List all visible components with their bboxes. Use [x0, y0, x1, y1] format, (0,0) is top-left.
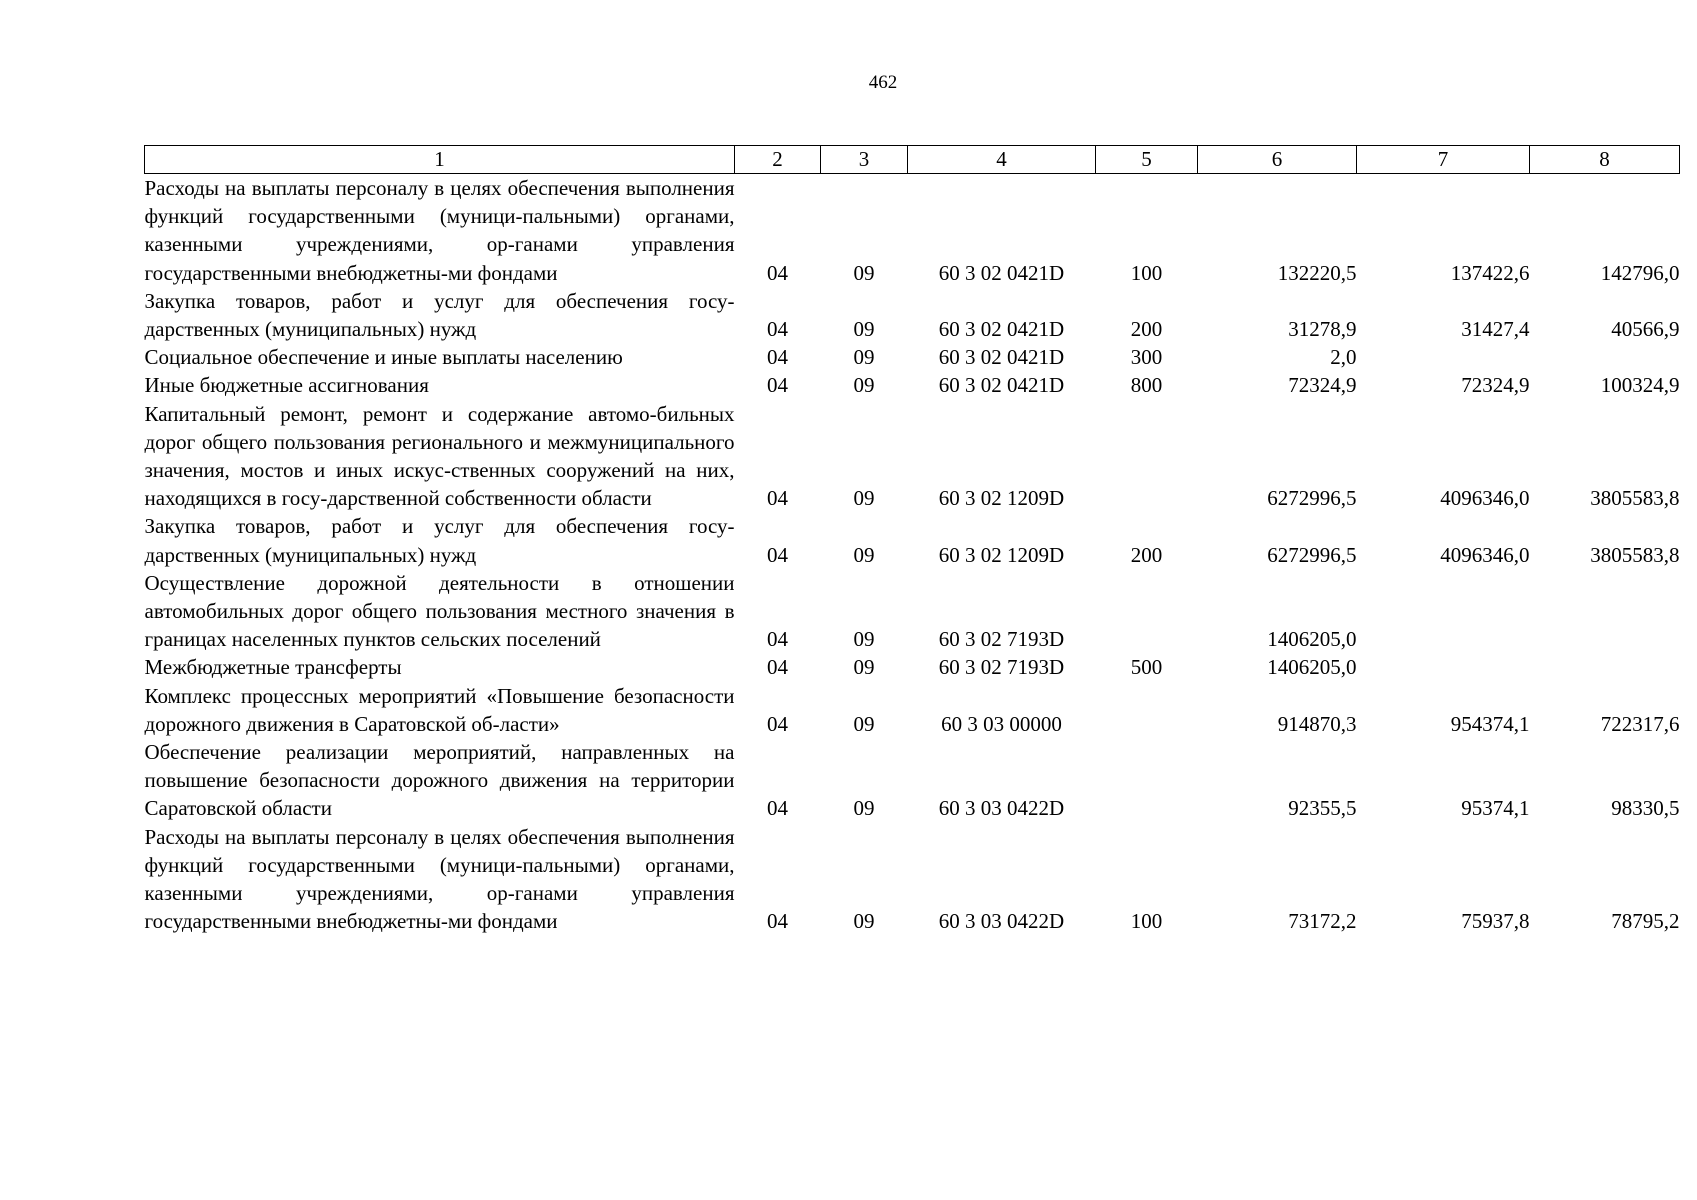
row-expense-type: 100 — [1130, 909, 1163, 934]
row-amount-col6: 914870,3 — [1277, 711, 1357, 736]
row-subsection: 09 — [853, 627, 875, 652]
row-subsection: 09 — [853, 909, 875, 934]
row-target-code: 60 3 02 0421D — [938, 373, 1065, 398]
row-amount-col6: 1406205,0 — [1267, 627, 1357, 652]
row-name: Расходы на выплаты персоналу в целях обеспечения выполнения функций государственными (муници-пальными) органами, казенными учреждениями, ор-ганами управления государственными внебюджетны-ми фондами — [144, 176, 735, 285]
row-amount-col7: 72324,9 — [1461, 373, 1530, 398]
row-section: 04 — [767, 796, 788, 821]
row-amount-col8: 3805583,8 — [1590, 486, 1680, 511]
row-subsection: 09 — [853, 542, 875, 567]
row-amount-col8 — [1530, 569, 1680, 654]
row-section: 04 — [767, 260, 788, 285]
row-name: Межбюджетные трансферты — [144, 655, 402, 680]
row-amount-col7 — [1357, 653, 1530, 681]
row-section: 04 — [767, 345, 788, 370]
table-row — [145, 653, 1680, 681]
row-expense-type: 100 — [1130, 260, 1163, 285]
row-expense-type — [1096, 569, 1198, 654]
row-name: Иные бюджетные ассигнования — [144, 373, 429, 398]
row-target-code: 60 3 03 0422D — [938, 796, 1065, 821]
row-target-code: 60 3 02 0421D — [938, 345, 1065, 370]
header-col-4: 4 — [908, 146, 1096, 174]
row-target-code: 60 3 03 00000 — [941, 711, 1062, 736]
row-amount-col7 — [1357, 343, 1530, 371]
row-section: 04 — [767, 711, 788, 736]
header-col-7: 7 — [1357, 146, 1530, 174]
row-amount-col6: 2,0 — [1330, 345, 1357, 370]
row-amount-col7: 137422,6 — [1450, 260, 1530, 285]
row-amount-col8: 3805583,8 — [1590, 542, 1680, 567]
row-target-code: 60 3 03 0422D — [938, 909, 1065, 934]
budget-table — [144, 145, 1680, 935]
row-target-code: 60 3 02 1209D — [938, 542, 1065, 567]
row-section: 04 — [767, 655, 788, 680]
row-amount-col8: 142796,0 — [1600, 260, 1680, 285]
row-amount-col6: 132220,5 — [1277, 260, 1357, 285]
row-expense-type — [1096, 738, 1198, 823]
table-row — [145, 569, 1680, 654]
row-subsection: 09 — [853, 711, 875, 736]
row-target-code: 60 3 02 0421D — [938, 317, 1065, 342]
header-col-2: 2 — [735, 146, 821, 174]
header-row — [145, 146, 1680, 174]
table-row — [145, 287, 1680, 343]
header-col-3: 3 — [821, 146, 908, 174]
row-amount-col8 — [1530, 343, 1680, 371]
row-expense-type: 500 — [1130, 655, 1163, 680]
row-amount-col6: 31278,9 — [1288, 317, 1357, 342]
row-expense-type — [1096, 682, 1198, 738]
row-expense-type: 200 — [1130, 317, 1163, 342]
row-amount-col8: 98330,5 — [1611, 796, 1680, 821]
row-name: Закупка товаров, работ и услуг для обеспечения госу-дарственных (муниципальных) нужд — [144, 514, 735, 567]
row-section: 04 — [767, 542, 788, 567]
table-row — [145, 682, 1680, 738]
row-name: Обеспечение реализации мероприятий, направленных на повышение безопасности дорожного движения на территории Саратовской области — [144, 740, 735, 821]
row-subsection: 09 — [853, 260, 875, 285]
row-subsection: 09 — [853, 317, 875, 342]
row-amount-col7: 75937,8 — [1461, 909, 1530, 934]
header-col-8: 8 — [1530, 146, 1680, 174]
row-target-code: 60 3 02 0421D — [938, 260, 1065, 285]
row-amount-col8: 78795,2 — [1611, 909, 1680, 934]
header-col-5: 5 — [1096, 146, 1198, 174]
table-row — [145, 738, 1680, 823]
row-target-code: 60 3 02 7193D — [938, 655, 1065, 680]
row-amount-col6: 1406205,0 — [1267, 655, 1357, 680]
row-amount-col7: 954374,1 — [1450, 711, 1530, 736]
row-amount-col6: 6272996,5 — [1267, 542, 1357, 567]
row-amount-col8: 40566,9 — [1611, 317, 1680, 342]
row-section: 04 — [767, 627, 788, 652]
row-amount-col7: 95374,1 — [1461, 796, 1530, 821]
row-expense-type: 300 — [1130, 345, 1163, 370]
row-amount-col6: 92355,5 — [1288, 796, 1357, 821]
row-subsection: 09 — [853, 345, 875, 370]
row-section: 04 — [767, 317, 788, 342]
table-header — [145, 146, 1680, 174]
row-subsection: 09 — [853, 655, 875, 680]
row-name: Комплекс процессных мероприятий «Повышение безопасности дорожного движения в Саратовской об-ласти» — [144, 683, 735, 736]
row-expense-type — [1096, 400, 1198, 513]
row-subsection: 09 — [853, 486, 875, 511]
row-subsection: 09 — [853, 796, 875, 821]
header-col-1: 1 — [145, 146, 735, 174]
row-name: Расходы на выплаты персоналу в целях обеспечения выполнения функций государственными (муници-пальными) органами, казенными учреждениями, ор-ганами управления государственными внебюджетны-ми фондами — [144, 824, 735, 934]
row-name: Капитальный ремонт, ремонт и содержание автомо-бильных дорог общего пользования регионального и межмуниципального значения, мостов и иных искус-ственных сооружений на них, находящихся в госу-дарственной собственности области — [144, 401, 735, 511]
row-target-code: 60 3 02 7193D — [938, 627, 1065, 652]
row-amount-col7: 31427,4 — [1461, 317, 1530, 342]
row-amount-col7: 4096346,0 — [1440, 486, 1530, 511]
row-name: Социальное обеспечение и иные выплаты населению — [144, 345, 623, 370]
row-name: Закупка товаров, работ и услуг для обеспечения госу-дарственных (муниципальных) нужд — [144, 288, 735, 342]
row-amount-col6: 6272996,5 — [1267, 486, 1357, 511]
row-amount-col6: 72324,9 — [1288, 373, 1357, 398]
row-section: 04 — [767, 909, 788, 934]
table-body — [145, 174, 1680, 936]
row-amount-col8: 722317,6 — [1600, 711, 1680, 736]
row-subsection: 09 — [853, 373, 875, 398]
row-section: 04 — [767, 373, 788, 398]
page-number: 462 — [868, 72, 898, 93]
row-amount-col8 — [1530, 653, 1680, 681]
row-amount-col7: 4096346,0 — [1440, 542, 1530, 567]
row-target-code: 60 3 02 1209D — [938, 486, 1065, 511]
table-row — [145, 400, 1680, 513]
row-amount-col6: 73172,2 — [1288, 909, 1357, 934]
table-row — [145, 512, 1680, 568]
table-row — [145, 343, 1680, 371]
header-col-6: 6 — [1198, 146, 1357, 174]
row-section: 04 — [767, 486, 788, 511]
table-row — [145, 371, 1680, 399]
row-amount-col8: 100324,9 — [1600, 373, 1680, 398]
row-amount-col7 — [1357, 569, 1530, 654]
row-expense-type: 200 — [1130, 542, 1163, 567]
table-row — [145, 174, 1680, 287]
row-name: Осуществление дорожной деятельности в отношении автомобильных дорог общего пользования местного значения в границах населенных пунктов сельских поселений — [144, 570, 735, 652]
table-row — [145, 823, 1680, 936]
row-expense-type: 800 — [1130, 373, 1163, 398]
